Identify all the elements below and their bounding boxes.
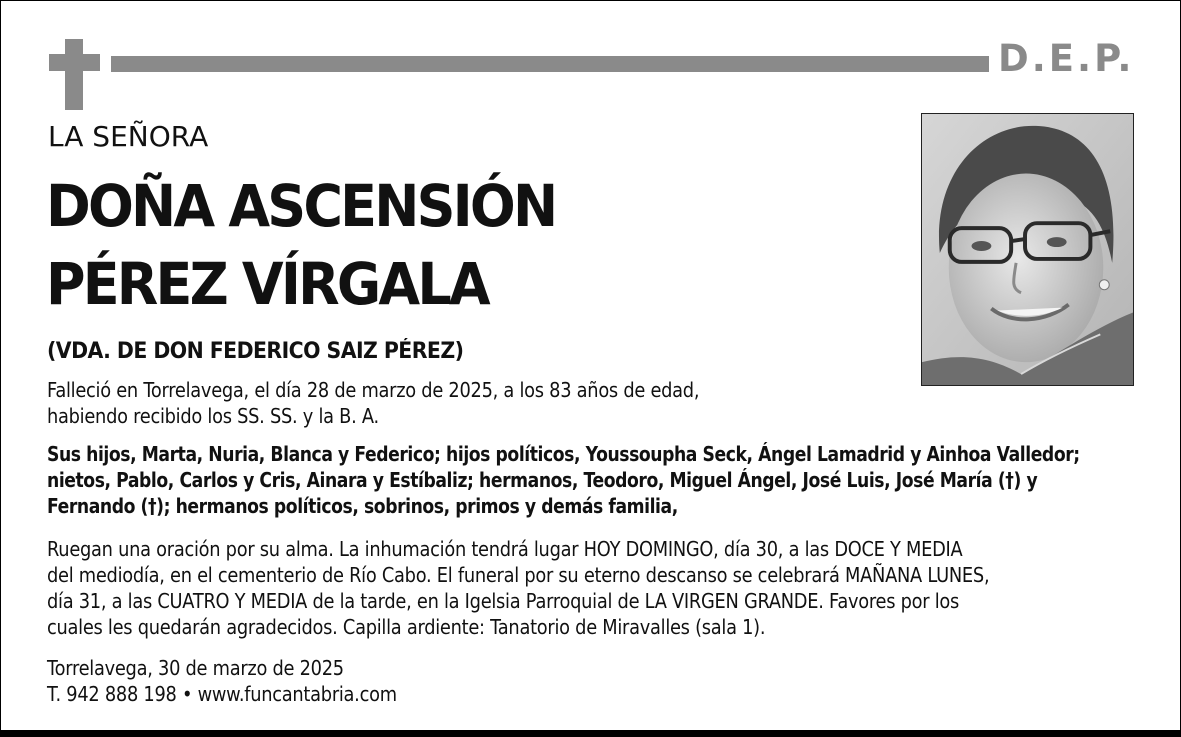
funeral-line: del mediodía, en el cementerio de Río Cabo. El funeral por su eterno descanso se celebrará MAÑANA LUNES, [47, 563, 990, 587]
family-line: Sus hijos, Marta, Nuria, Blanca y Federico; hijos políticos, Youssoupha Seck, Ángel Lamadrid y Ainhoa Valledor; [47, 442, 1080, 466]
name-line-2: PÉREZ VÍRGALA [46, 250, 488, 318]
family-line: Fernando (†); hermanos políticos, sobrinos, primos y demás familia, [47, 494, 678, 518]
salutation: LA SEÑORA [48, 120, 209, 153]
dep-label: D.E.P. [998, 37, 1135, 80]
place-date: Torrelavega, 30 de marzo de 2025 [47, 656, 344, 680]
funeral-line: cuales les quedarán agradecidos. Capilla ardiente: Tanatorio de Miravalles (sala 1). [47, 615, 766, 639]
contact-line: T. 942 888 198 • www.funcantabria.com [47, 682, 397, 706]
family-line: nietos, Pablo, Carlos y Cris, Ainara y Estíbaliz; hermanos, Teodoro, Miguel Ángel, José Luis, José María (†) y [47, 468, 1038, 492]
deceased-name [46, 167, 555, 323]
portrait-photo [921, 113, 1134, 386]
header-rule [111, 56, 989, 72]
portrait-image [922, 114, 1133, 385]
footer [47, 655, 397, 707]
death-notice [47, 377, 699, 429]
funeral-details [47, 536, 989, 640]
widow-of: (VDA. DE DON FEDERICO SAIZ PÉREZ) [47, 339, 464, 364]
name-line-1: DOÑA ASCENSIÓN [46, 172, 556, 240]
cross-icon-vertical [65, 39, 83, 110]
death-notice-line: habiendo recibido los SS. SS. y la B. A. [47, 404, 379, 428]
funeral-line: día 31, a las CUATRO Y MEDIA de la tarde, en la Igelsia Parroquial de LA VIRGEN GRANDE. Favores por los [47, 589, 960, 613]
funeral-line: Ruegan una oración por su alma. La inhumación tendrá lugar HOY DOMINGO, día 30, a las DOCE Y MEDIA [47, 537, 963, 561]
death-notice-line: Falleció en Torrelavega, el día 28 de marzo de 2025, a los 83 años de edad, [47, 378, 700, 402]
family-list [47, 441, 1080, 519]
cross-icon-horizontal [49, 54, 100, 71]
